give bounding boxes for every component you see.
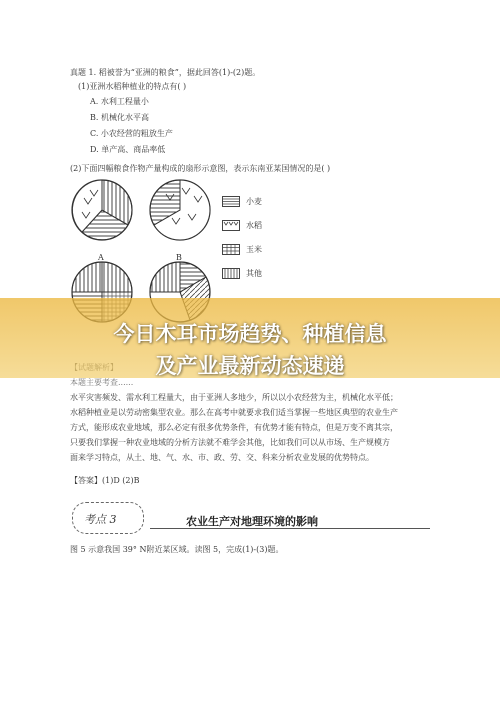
section-label: 考点 3 xyxy=(84,513,117,526)
legend-label-rice: 水稻 xyxy=(246,221,262,230)
analysis-line-5: 只要我们掌握一种农业地域的分析方法就不难学会其他，比如我们可以从市场、生产规模方 xyxy=(70,438,390,447)
legend-label-corn: 玉米 xyxy=(246,245,262,254)
legend-item-other xyxy=(222,268,322,282)
other-swatch-icon xyxy=(222,268,240,279)
legend-label-other: 其他 xyxy=(246,269,262,278)
legend-item-rice xyxy=(222,220,322,234)
headline-title[interactable] xyxy=(0,318,500,382)
section-title: 农业生产对地理环境的影响 xyxy=(186,515,318,528)
legend-item-corn xyxy=(222,244,322,258)
option-c: C. 小农经营的粗放生产 xyxy=(90,129,173,138)
headline-line-1: 今日木耳市场趋势、种植信息 xyxy=(113,322,387,346)
question-stem: 真题 1. 稻被誉为“亚洲的粮食”，据此回答(1)-(2)题。 xyxy=(70,68,261,77)
rice-swatch-icon xyxy=(222,220,240,231)
pie-b xyxy=(150,180,210,240)
wheat-swatch-icon xyxy=(222,196,240,207)
analysis-line-3: 水稻种植业是以劳动密集型农业。那么在高考中就要求我们适当掌握一些地区典型的农业生产 xyxy=(70,408,398,417)
analysis-line-1: 本题主要考查...... xyxy=(70,378,134,387)
option-a: A. 水利工程量小 xyxy=(90,97,149,106)
pie-label-b: B xyxy=(176,253,182,262)
question-sub1: (1)亚洲水稻种植业的特点有( ) xyxy=(78,82,187,91)
question-sub2: (2)下面四幅粮食作物产量构成的扇形示意图，表示东南亚某国情况的是( ) xyxy=(70,164,331,173)
headline-line-2: 及产业最新动态速递 xyxy=(155,354,345,378)
pie-a xyxy=(72,180,132,240)
option-b: B. 机械化水平高 xyxy=(90,113,149,122)
option-d: D. 单产高、商品率低 xyxy=(90,145,166,154)
pie-label-a: A xyxy=(98,253,104,262)
analysis-line-4: 方式，能形成农业地域，那么必定有很多优势条件，有优势才能有特点，但是万变不离其宗， xyxy=(70,423,398,432)
legend-item-wheat xyxy=(222,196,322,210)
legend-label-wheat: 小麦 xyxy=(246,197,262,206)
corn-swatch-icon xyxy=(222,244,240,255)
analysis-line-2: 水平灾害频发、需水利工程量大，由于亚洲人多地少，所以以小农经营为主，机械化水平低； xyxy=(70,393,398,402)
figure5-caption: 图 5 示意我国 39° N附近某区域。读图 5，完成(1)-(3)题。 xyxy=(70,545,284,554)
answer-line: 【答案】(1)D (2)B xyxy=(70,476,140,485)
analysis-line-6: 面来学习特点，从土、地、气、水、市、政、劳、交、科来分析农业发展的优势特点。 xyxy=(70,453,374,462)
